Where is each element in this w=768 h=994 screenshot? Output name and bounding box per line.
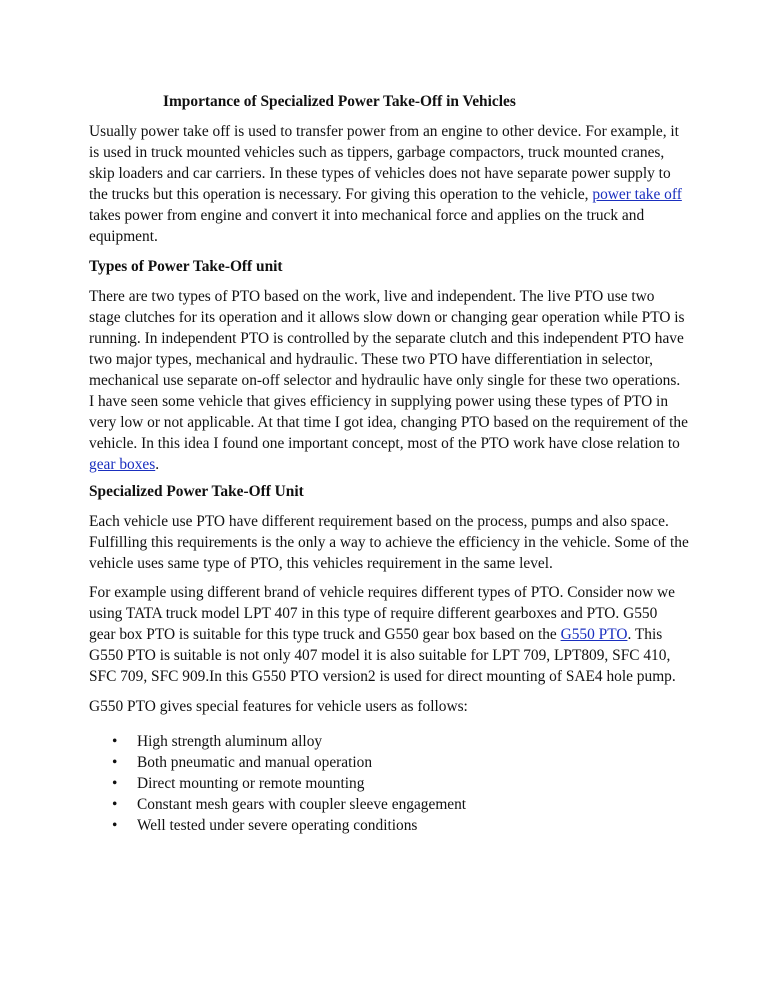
text-segment: For example using different brand of vehicle requires different types of PTO. Consider now we [89, 584, 675, 601]
text-segment: is used in truck mounted vehicles such as tippers, garbage compactors, truck mounted cranes, [89, 144, 665, 161]
text-line [89, 226, 682, 247]
text-segment: stage clutches for its operation and it allows slow down or changing gear operation while PTO is [89, 309, 685, 326]
text-line [89, 121, 682, 142]
text-segment: skip loaders and car carriers. In these types of vehicles does not have separate power supply to [89, 165, 671, 182]
text-line [89, 645, 676, 666]
text-line [89, 666, 676, 687]
text-line [89, 412, 688, 433]
text-line [89, 696, 468, 717]
list-item [112, 752, 466, 773]
list-item [112, 731, 466, 752]
text-segment: . [155, 456, 160, 473]
text-line [89, 582, 676, 603]
text-line [89, 481, 304, 502]
text-line [89, 433, 688, 454]
text-line [89, 163, 682, 184]
bullet-icon: • [112, 754, 118, 771]
text-segment: two major types, mechanical and hydraulic. These two PTO have differentiation in selector, [89, 351, 653, 368]
features-intro-paragraph [89, 696, 468, 717]
intro-paragraph [89, 121, 682, 247]
text-line [89, 328, 688, 349]
bullet-icon: • [112, 796, 118, 813]
text-line [89, 532, 689, 553]
bullet-icon: • [112, 775, 118, 792]
text-line [89, 624, 676, 645]
list-item [112, 815, 466, 836]
text-segment: Types of Power Take-Off unit [89, 258, 283, 275]
text-line [89, 454, 688, 475]
text-segment: vehicle. In this idea I found one important concept, most of the PTO work have close relation to [89, 435, 680, 452]
example-paragraph [89, 582, 676, 687]
text-segment: mechanical use separate on-off selector and hydraulic have only single for these two operations. [89, 372, 681, 389]
text-segment: equipment. [89, 228, 158, 245]
list-item-text: Constant mesh gears with coupler sleeve engagement [137, 796, 467, 813]
text-line [89, 370, 688, 391]
list-item [112, 794, 466, 815]
text-segment: There are two types of PTO based on the work, live and independent. The live PTO use two [89, 288, 655, 305]
hyperlink[interactable]: G550 PTO [560, 626, 628, 643]
list-item-text: Both pneumatic and manual operation [137, 754, 373, 771]
text-segment: SFC 709, SFC 909.In this G550 PTO version2 is used for direct mounting of SAE4 hole pump. [89, 668, 676, 685]
text-line [89, 307, 688, 328]
text-segment: using TATA truck model LPT 407 in this type of require different gearboxes and PTO. G550 [89, 605, 658, 622]
heading-types-of-pto [89, 256, 283, 277]
text-line [89, 205, 682, 226]
requirements-paragraph [89, 511, 689, 574]
text-segment: Usually power take off is used to transfer power from an engine to other device. For example, it [89, 123, 679, 140]
text-segment: takes power from engine and convert it into mechanical force and applies on the truck and [89, 207, 645, 224]
text-segment: G550 PTO is suitable is not only 407 model it is also suitable for LPT 709, LPT809, SFC 410, [89, 647, 671, 664]
text-segment: vehicle uses same type of PTO, this vehicles requirement in the same level. [89, 555, 553, 572]
text-line [89, 349, 688, 370]
text-line [89, 553, 689, 574]
features-list [112, 731, 466, 836]
document-title: Importance of Specialized Power Take-Off in Vehicles [163, 93, 516, 110]
hyperlink[interactable]: gear boxes [89, 456, 156, 473]
text-line [89, 286, 688, 307]
text-segment: Fulfilling this requirements is the only a way to achieve the efficiency in the vehicle. Some of the [89, 534, 689, 551]
text-segment: Each vehicle use PTO have different requirement based on the process, pumps and also space. [89, 513, 669, 530]
text-line [89, 603, 676, 624]
text-segment: the trucks but this operation is necessary. For giving this operation to the vehicle, [89, 186, 593, 203]
text-line [89, 184, 682, 205]
text-line [89, 511, 689, 532]
list-item [112, 773, 466, 794]
list-item-text: Direct mounting or remote mounting [137, 775, 365, 792]
text-segment: very low or not applicable. At that time I got idea, changing PTO based on the requirement of the [89, 414, 688, 431]
bullet-icon: • [112, 733, 118, 750]
text-segment: gear box PTO is suitable for this type truck and G550 gear box based on the [89, 626, 561, 643]
list-item-text: Well tested under severe operating conditions [137, 817, 418, 834]
hyperlink[interactable]: power take off [592, 186, 682, 203]
types-paragraph [89, 286, 688, 475]
text-segment: Specialized Power Take-Off Unit [89, 483, 304, 500]
text-segment: I have seen some vehicle that gives efficiency in supplying power using these types of PTO in [89, 393, 669, 410]
bullet-icon: • [112, 817, 118, 834]
text-line [89, 142, 682, 163]
text-segment: G550 PTO gives special features for vehicle users as follows: [89, 698, 468, 715]
heading-specialized-pto [89, 481, 304, 502]
text-segment: . This [627, 626, 663, 643]
text-segment: running. In independent PTO is controlled by the separate clutch and this independent PTO have [89, 330, 684, 347]
text-line [89, 391, 688, 412]
list-item-text: High strength aluminum alloy [137, 733, 323, 750]
text-line [89, 256, 283, 277]
